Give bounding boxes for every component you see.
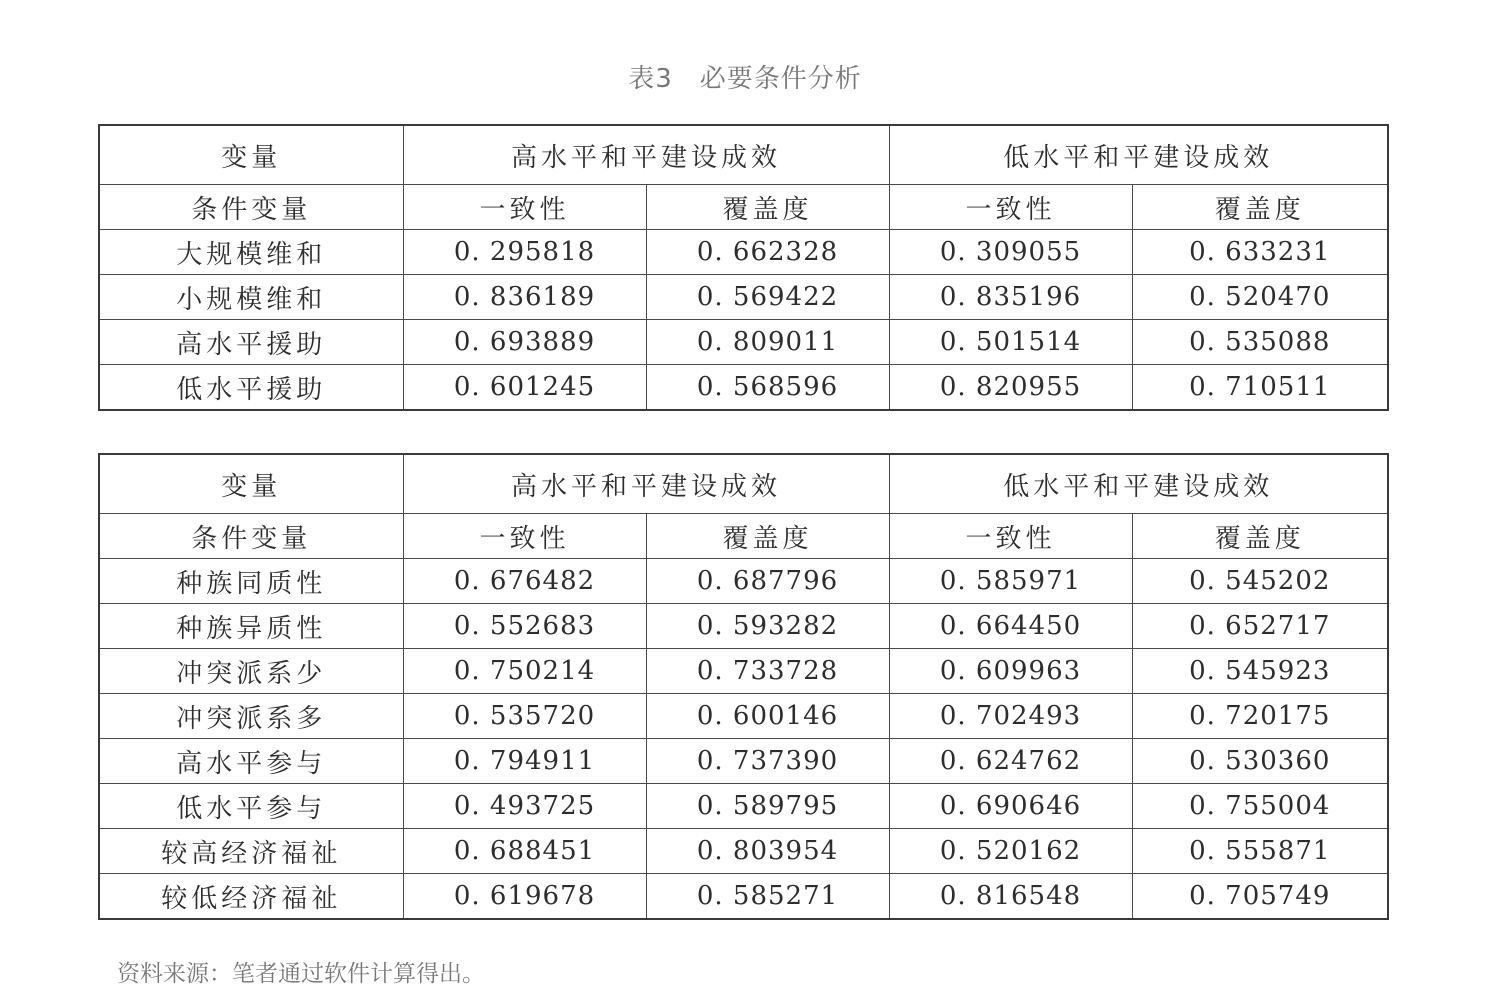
low-coverage-header: 覆盖度 <box>1132 514 1388 559</box>
high-coverage-header: 覆盖度 <box>646 514 889 559</box>
condition-name-cell: 种族同质性 <box>99 559 403 604</box>
group-header-row <box>99 125 1388 185</box>
high-coverage-header: 覆盖度 <box>646 185 889 230</box>
table-caption: 表3 必要条件分析 <box>628 64 862 94</box>
low-consistency-cell: 0. 835196 <box>889 275 1132 320</box>
low-consistency-header: 一致性 <box>889 185 1132 230</box>
high-coverage-cell: 0. 593282 <box>646 604 889 649</box>
low-consistency-cell: 0. 816548 <box>889 874 1132 920</box>
table-2-body <box>99 559 1388 920</box>
high-coverage-cell: 0. 803954 <box>646 829 889 874</box>
low-consistency-cell: 0. 702493 <box>889 694 1132 739</box>
high-consistency-cell: 0. 601245 <box>403 365 646 411</box>
low-coverage-cell: 0. 710511 <box>1132 365 1388 411</box>
low-coverage-cell: 0. 545923 <box>1132 649 1388 694</box>
low-coverage-cell: 0. 545202 <box>1132 559 1388 604</box>
metric-header-row <box>99 185 1388 230</box>
table-row <box>99 604 1388 649</box>
high-consistency-cell: 0. 619678 <box>403 874 646 920</box>
high-consistency-cell: 0. 295818 <box>403 230 646 275</box>
condition-name-cell: 冲突派系多 <box>99 694 403 739</box>
low-coverage-cell: 0. 520470 <box>1132 275 1388 320</box>
low-consistency-cell: 0. 520162 <box>889 829 1132 874</box>
high-consistency-cell: 0. 535720 <box>403 694 646 739</box>
table-row <box>99 559 1388 604</box>
low-consistency-header: 一致性 <box>889 514 1132 559</box>
table-row <box>99 320 1388 365</box>
low-coverage-cell: 0. 530360 <box>1132 739 1388 784</box>
metric-header-row <box>99 514 1388 559</box>
condition-name-cell: 小规模维和 <box>99 275 403 320</box>
high-coverage-cell: 0. 809011 <box>646 320 889 365</box>
high-coverage-cell: 0. 568596 <box>646 365 889 411</box>
low-consistency-cell: 0. 820955 <box>889 365 1132 411</box>
table-row <box>99 784 1388 829</box>
low-consistency-cell: 0. 609963 <box>889 649 1132 694</box>
variable-header: 变量 <box>99 125 403 185</box>
table-row <box>99 649 1388 694</box>
high-coverage-cell: 0. 589795 <box>646 784 889 829</box>
low-consistency-cell: 0. 664450 <box>889 604 1132 649</box>
high-peacebuilding-header: 高水平和平建设成效 <box>403 125 889 185</box>
low-coverage-cell: 0. 755004 <box>1132 784 1388 829</box>
low-coverage-cell: 0. 555871 <box>1132 829 1388 874</box>
table-row <box>99 874 1388 920</box>
condition-name-cell: 较低经济福祉 <box>99 874 403 920</box>
low-coverage-cell: 0. 633231 <box>1132 230 1388 275</box>
high-consistency-cell: 0. 676482 <box>403 559 646 604</box>
condition-name-cell: 高水平参与 <box>99 739 403 784</box>
low-coverage-cell: 0. 652717 <box>1132 604 1388 649</box>
high-coverage-cell: 0. 687796 <box>646 559 889 604</box>
source-note: 资料来源：笔者通过软件计算得出。 <box>117 961 485 987</box>
condition-name-cell: 种族异质性 <box>99 604 403 649</box>
group-header-row <box>99 454 1388 514</box>
table-row <box>99 829 1388 874</box>
high-consistency-cell: 0. 794911 <box>403 739 646 784</box>
high-coverage-cell: 0. 733728 <box>646 649 889 694</box>
condition-variable-header: 条件变量 <box>99 514 403 559</box>
high-peacebuilding-header: 高水平和平建设成效 <box>403 454 889 514</box>
necessary-conditions-table-2 <box>98 453 1389 920</box>
table-row <box>99 365 1388 411</box>
high-consistency-cell: 0. 552683 <box>403 604 646 649</box>
high-coverage-cell: 0. 662328 <box>646 230 889 275</box>
high-consistency-cell: 0. 688451 <box>403 829 646 874</box>
low-coverage-cell: 0. 705749 <box>1132 874 1388 920</box>
high-consistency-cell: 0. 693889 <box>403 320 646 365</box>
low-consistency-cell: 0. 501514 <box>889 320 1132 365</box>
low-coverage-cell: 0. 720175 <box>1132 694 1388 739</box>
high-coverage-cell: 0. 569422 <box>646 275 889 320</box>
table-row <box>99 275 1388 320</box>
low-peacebuilding-header: 低水平和平建设成效 <box>889 125 1388 185</box>
condition-variable-header: 条件变量 <box>99 185 403 230</box>
high-coverage-cell: 0. 737390 <box>646 739 889 784</box>
variable-header: 变量 <box>99 454 403 514</box>
condition-name-cell: 冲突派系少 <box>99 649 403 694</box>
table-row <box>99 230 1388 275</box>
table-1-body <box>99 230 1388 411</box>
high-consistency-cell: 0. 836189 <box>403 275 646 320</box>
high-coverage-cell: 0. 600146 <box>646 694 889 739</box>
low-consistency-cell: 0. 624762 <box>889 739 1132 784</box>
high-consistency-cell: 0. 493725 <box>403 784 646 829</box>
condition-name-cell: 高水平援助 <box>99 320 403 365</box>
high-coverage-cell: 0. 585271 <box>646 874 889 920</box>
low-coverage-header: 覆盖度 <box>1132 185 1388 230</box>
low-peacebuilding-header: 低水平和平建设成效 <box>889 454 1388 514</box>
condition-name-cell: 低水平援助 <box>99 365 403 411</box>
high-consistency-header: 一致性 <box>403 185 646 230</box>
condition-name-cell: 大规模维和 <box>99 230 403 275</box>
necessary-conditions-table-1 <box>98 124 1389 411</box>
high-consistency-cell: 0. 750214 <box>403 649 646 694</box>
low-consistency-cell: 0. 585971 <box>889 559 1132 604</box>
low-coverage-cell: 0. 535088 <box>1132 320 1388 365</box>
low-consistency-cell: 0. 690646 <box>889 784 1132 829</box>
condition-name-cell: 较高经济福祉 <box>99 829 403 874</box>
table-row <box>99 694 1388 739</box>
table-row <box>99 739 1388 784</box>
low-consistency-cell: 0. 309055 <box>889 230 1132 275</box>
high-consistency-header: 一致性 <box>403 514 646 559</box>
condition-name-cell: 低水平参与 <box>99 784 403 829</box>
